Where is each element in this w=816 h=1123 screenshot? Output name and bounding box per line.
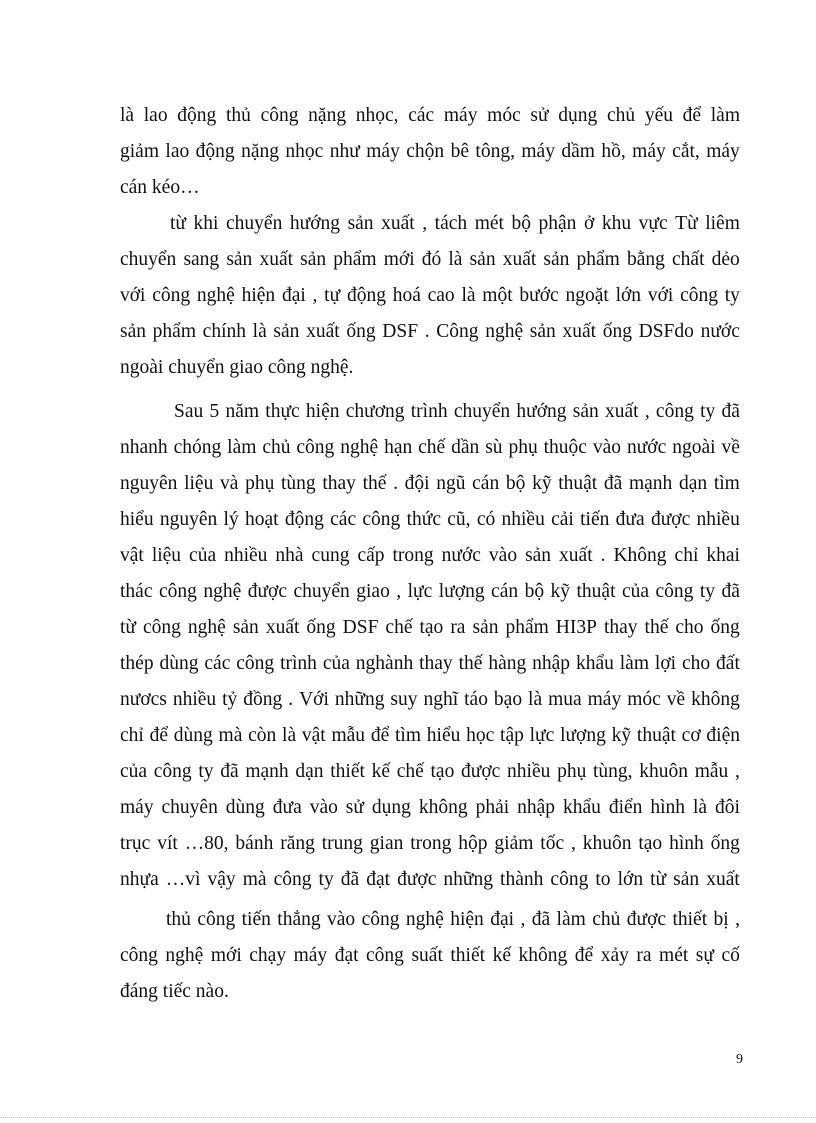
text-line-25: đáng tiếc nào. <box>120 981 229 1002</box>
text-line-10: nhanh chóng làm chủ công nghệ hạn chế dần sù phụ thuộc vào nước ngoài về <box>120 437 740 458</box>
text-line-14: thác công nghệ được chuyển giao , lực lượng cán bộ kỹ thuật của công ty đã <box>120 581 740 602</box>
text-line-17: nươcs nhiều tỷ đồng . Với những suy nghĩ táo bạo là mua máy móc về không <box>120 689 740 710</box>
text-line-16: thép dùng các công trình của nghành thay thế hàng nhập khẩu làm lợi cho đất <box>120 653 740 674</box>
text-line-24: công nghệ mới chạy máy đạt công suất thiết kế không để xảy ra mét sự cố <box>120 945 740 966</box>
text-line-19: của công ty đã mạnh dạn thiết kế chế tạo được nhiều phụ tùng, khuôn mẫu , <box>120 761 740 782</box>
text-line-22: nhựa …vì vậy mà công ty đã đạt được những thành công to lớn từ sản xuất <box>120 869 740 890</box>
text-line-4: từ khi chuyển hướng sản xuất , tách mét bộ phận ở khu vực Từ liêm <box>170 213 740 234</box>
text-line-11: nguyên liệu và phụ tùng thay thế . đội ngũ cán bộ kỹ thuật đã mạnh dạn tìm <box>120 473 740 494</box>
text-line-21: trục vít …80, bánh răng trung gian trong hộp giảm tốc , khuôn tạo hình ống <box>120 833 740 854</box>
text-line-13: vật liệu của nhiều nhà cung cấp trong nước vào sản xuất . Không chỉ khai <box>120 545 740 566</box>
text-line-3: cán kéo… <box>120 177 200 198</box>
text-line-2: giảm lao động nặng nhọc như máy chộn bê tông, máy dầm hồ, máy cắt, máy <box>120 141 740 162</box>
text-line-5: chuyển sang sản xuất sản phẩm mới đó là sản xuất sản phẩm bằng chất dẻo <box>120 249 740 270</box>
text-line-20: máy chuyên dùng đưa vào sử dụng không phải nhập khẩu điển hình là đôi <box>120 797 740 818</box>
text-line-6: với công nghệ hiện đại , tự động hoá cao là một bước ngoặt lớn với công ty <box>120 285 740 306</box>
text-line-15: từ công nghệ sản xuất ống DSF chế tạo ra sản phẩm HI3P thay thế cho ống <box>120 617 740 638</box>
page-number: 9 <box>736 1052 743 1067</box>
text-line-12: hiểu nguyên lý hoạt động các công thức cũ, có nhiều cải tiến đưa được nhiều <box>120 509 740 530</box>
text-line-7: sản phẩm chính là sản xuất ống DSF . Công nghệ sản xuất ống DSFdo nước <box>120 321 740 342</box>
text-line-8: ngoài chuyển giao công nghệ. <box>120 357 354 378</box>
text-line-9: Sau 5 năm thực hiện chương trình chuyển hướng sản xuất , công ty đã <box>174 401 740 422</box>
text-line-18: chỉ để dùng mà còn là vật mẫu để tìm hiểu học tập lực lượng kỹ thuật cơ điện <box>120 725 740 746</box>
text-line-1: là lao động thủ công nặng nhọc, các máy móc sử dụng chủ yếu để làm <box>120 105 740 126</box>
page-bottom-rule <box>0 1117 816 1118</box>
text-line-23: thủ công tiến thẳng vào công nghệ hiện đại , đã làm chủ được thiết bị , <box>166 909 740 930</box>
